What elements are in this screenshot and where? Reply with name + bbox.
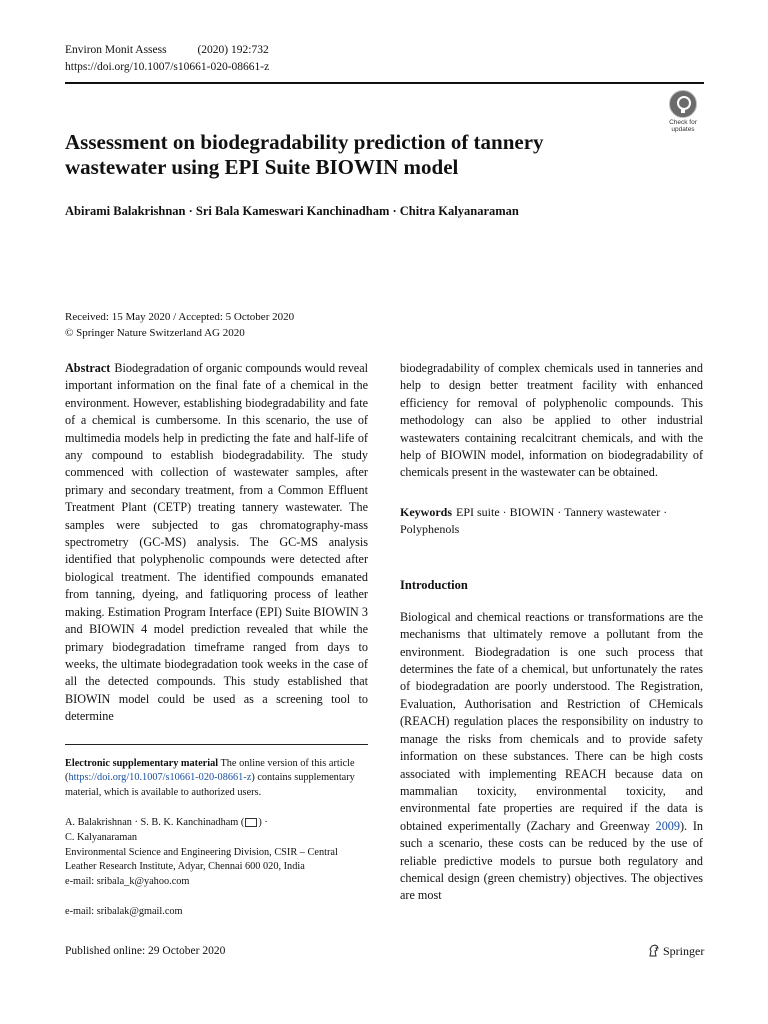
author-list: Abirami Balakrishnan · Sri Bala Kameswari Kanchinadham · Chitra Kalyanaraman [65,204,519,218]
bookmark-icon [669,90,697,118]
springer-horse-icon [648,944,660,957]
copyright: © Springer Nature Switzerland AG 2020 [65,327,245,339]
paper-title: Assessment on biodegradability prediction of tannery wastewater using EPI Suite BIOWIN model [65,130,544,179]
supplementary-note [65,757,368,801]
esm-text-after: ) contains supplementary material, which is available to authorized users. [65,772,355,798]
springer-label: Springer [663,944,705,958]
introduction-heading: Introduction [400,577,468,592]
affiliation-names-line1-end: ) · [258,817,268,829]
esm-label: Electronic supplementary material [65,757,219,769]
published-online: Published online: 29 October 2020 [65,945,226,957]
left-column [65,360,368,920]
check-for-updates-badge[interactable] [664,90,702,132]
springer-logo [648,944,704,959]
esm-link[interactable]: https://doi.org/10.1007/s10661-020-08661-z [68,772,252,784]
volume-citation: (2020) 192:732 [197,44,269,56]
received-accepted: Received: 15 May 2020 / Accepted: 5 October 2020 [65,311,295,323]
affiliation-email2[interactable]: e-mail: sribalak@gmail.com [65,906,183,918]
affiliation-email1[interactable]: e-mail: sribala_k@yahoo.com [65,875,190,887]
intro-text-before: Biological and chemical reactions or transformations are the mechanisms that ultimately remove a pollutant from the environment. Biodegradation is one such process that determines the fate of a chemical, but unfortunately the rates of biodegradation are poorly understood. The Registration, Evaluation, Authorisation and Restriction of CHemicals (REACH) regulation places the responsibility on industry to manage the risks from chemicals and to provide safety information on these substances. There can be high costs associated with implementing REACH because data on mammalian toxicity, environmental toxicity, and environmental fate properties are required if the data is obtained experimentally (Zachary and Greenway [400,609,703,833]
badge-line1: Check for [669,119,697,126]
email-icon[interactable] [245,818,257,827]
abstract-continued: biodegradability of complex chemicals used in tanneries and help to design better treatment facility with enhanced efficiency for removal of polyphenolic compounds. This methodology can also be applied to other industrial wastewaters containing recalcitrant chemicals, and with the help of BIOWIN model, information on biodegradability of chemicals present in the wastewater can be obtained. [400,361,703,480]
keywords-text: EPI suite · BIOWIN · Tannery wastewater · Polyphenols [400,504,668,536]
keywords [400,504,703,538]
footnote-divider [65,744,368,745]
abstract [65,360,368,726]
doi-link[interactable]: https://doi.org/10.1007/s10661-020-08661-z [65,61,270,73]
badge-label [664,119,702,133]
introduction-text [400,609,703,905]
journal-citation [65,42,269,59]
affiliation-institution: Environmental Science and Engineering Division, CSIR – Central Leather Research Institute, Adyar, Chennai 600 020, India [65,846,338,873]
keywords-label: Keywords [400,504,452,519]
abstract-text-left: Biodegradation of organic compounds would reveal important information on the final fate of a chemical in the environment. However, establishing biodegradability and fate of a chemical is cumbersome. In this scenario, the use of multimedia models help in predicting the fate and half-life of any compound to establish biodegradability. The study commenced with collection of wastewater samples, after primary and secondary treatment, from a Common Effluent Treatment Plant (CETP) treating tannery wastewater. The samples were subjected to gas chromatography-mass spectrometry (GC-MS) analysis. The GC-MS analysis identified that polyphenolic compounds were detected after biological treatment. The identified compounds emanated from tanning, dyeing, and fatliquoring process of leather making. Estimation Program Interface (EPI) Suite BIOWIN 3 and BIOWIN 4 model prediction revealed that while the primary biodegradation timeframe ranged from days to weeks, the ultimate biodegradation took weeks in the case of all the detected compounds. This study established that BIOWIN model could be used as a screening tool to determine [65,361,368,724]
citation-link[interactable]: 2009 [655,818,680,833]
affiliation-names-line2: C. Kalyanaraman [65,831,138,843]
abstract-label: Abstract [65,361,111,375]
journal-name: Environ Monit Assess [65,44,167,56]
affiliation-names [65,816,368,831]
running-header [65,42,269,76]
intro-text-after: ). In such a scenario, these costs can be reduced by the use of reliable predictive models to pursue both regulatory and chemical design (green chemistry) objectives. The objectives are most [400,818,703,903]
author-affiliation [65,816,368,920]
header-rule [65,82,704,84]
right-column [400,360,703,905]
esm-text-before: The online version of this article ( [65,757,355,784]
affiliation-names-line1: A. Balakrishnan · S. B. K. Kanchinadham ( [65,817,245,829]
badge-line2: updates [671,126,695,133]
publication-dates [65,309,294,341]
